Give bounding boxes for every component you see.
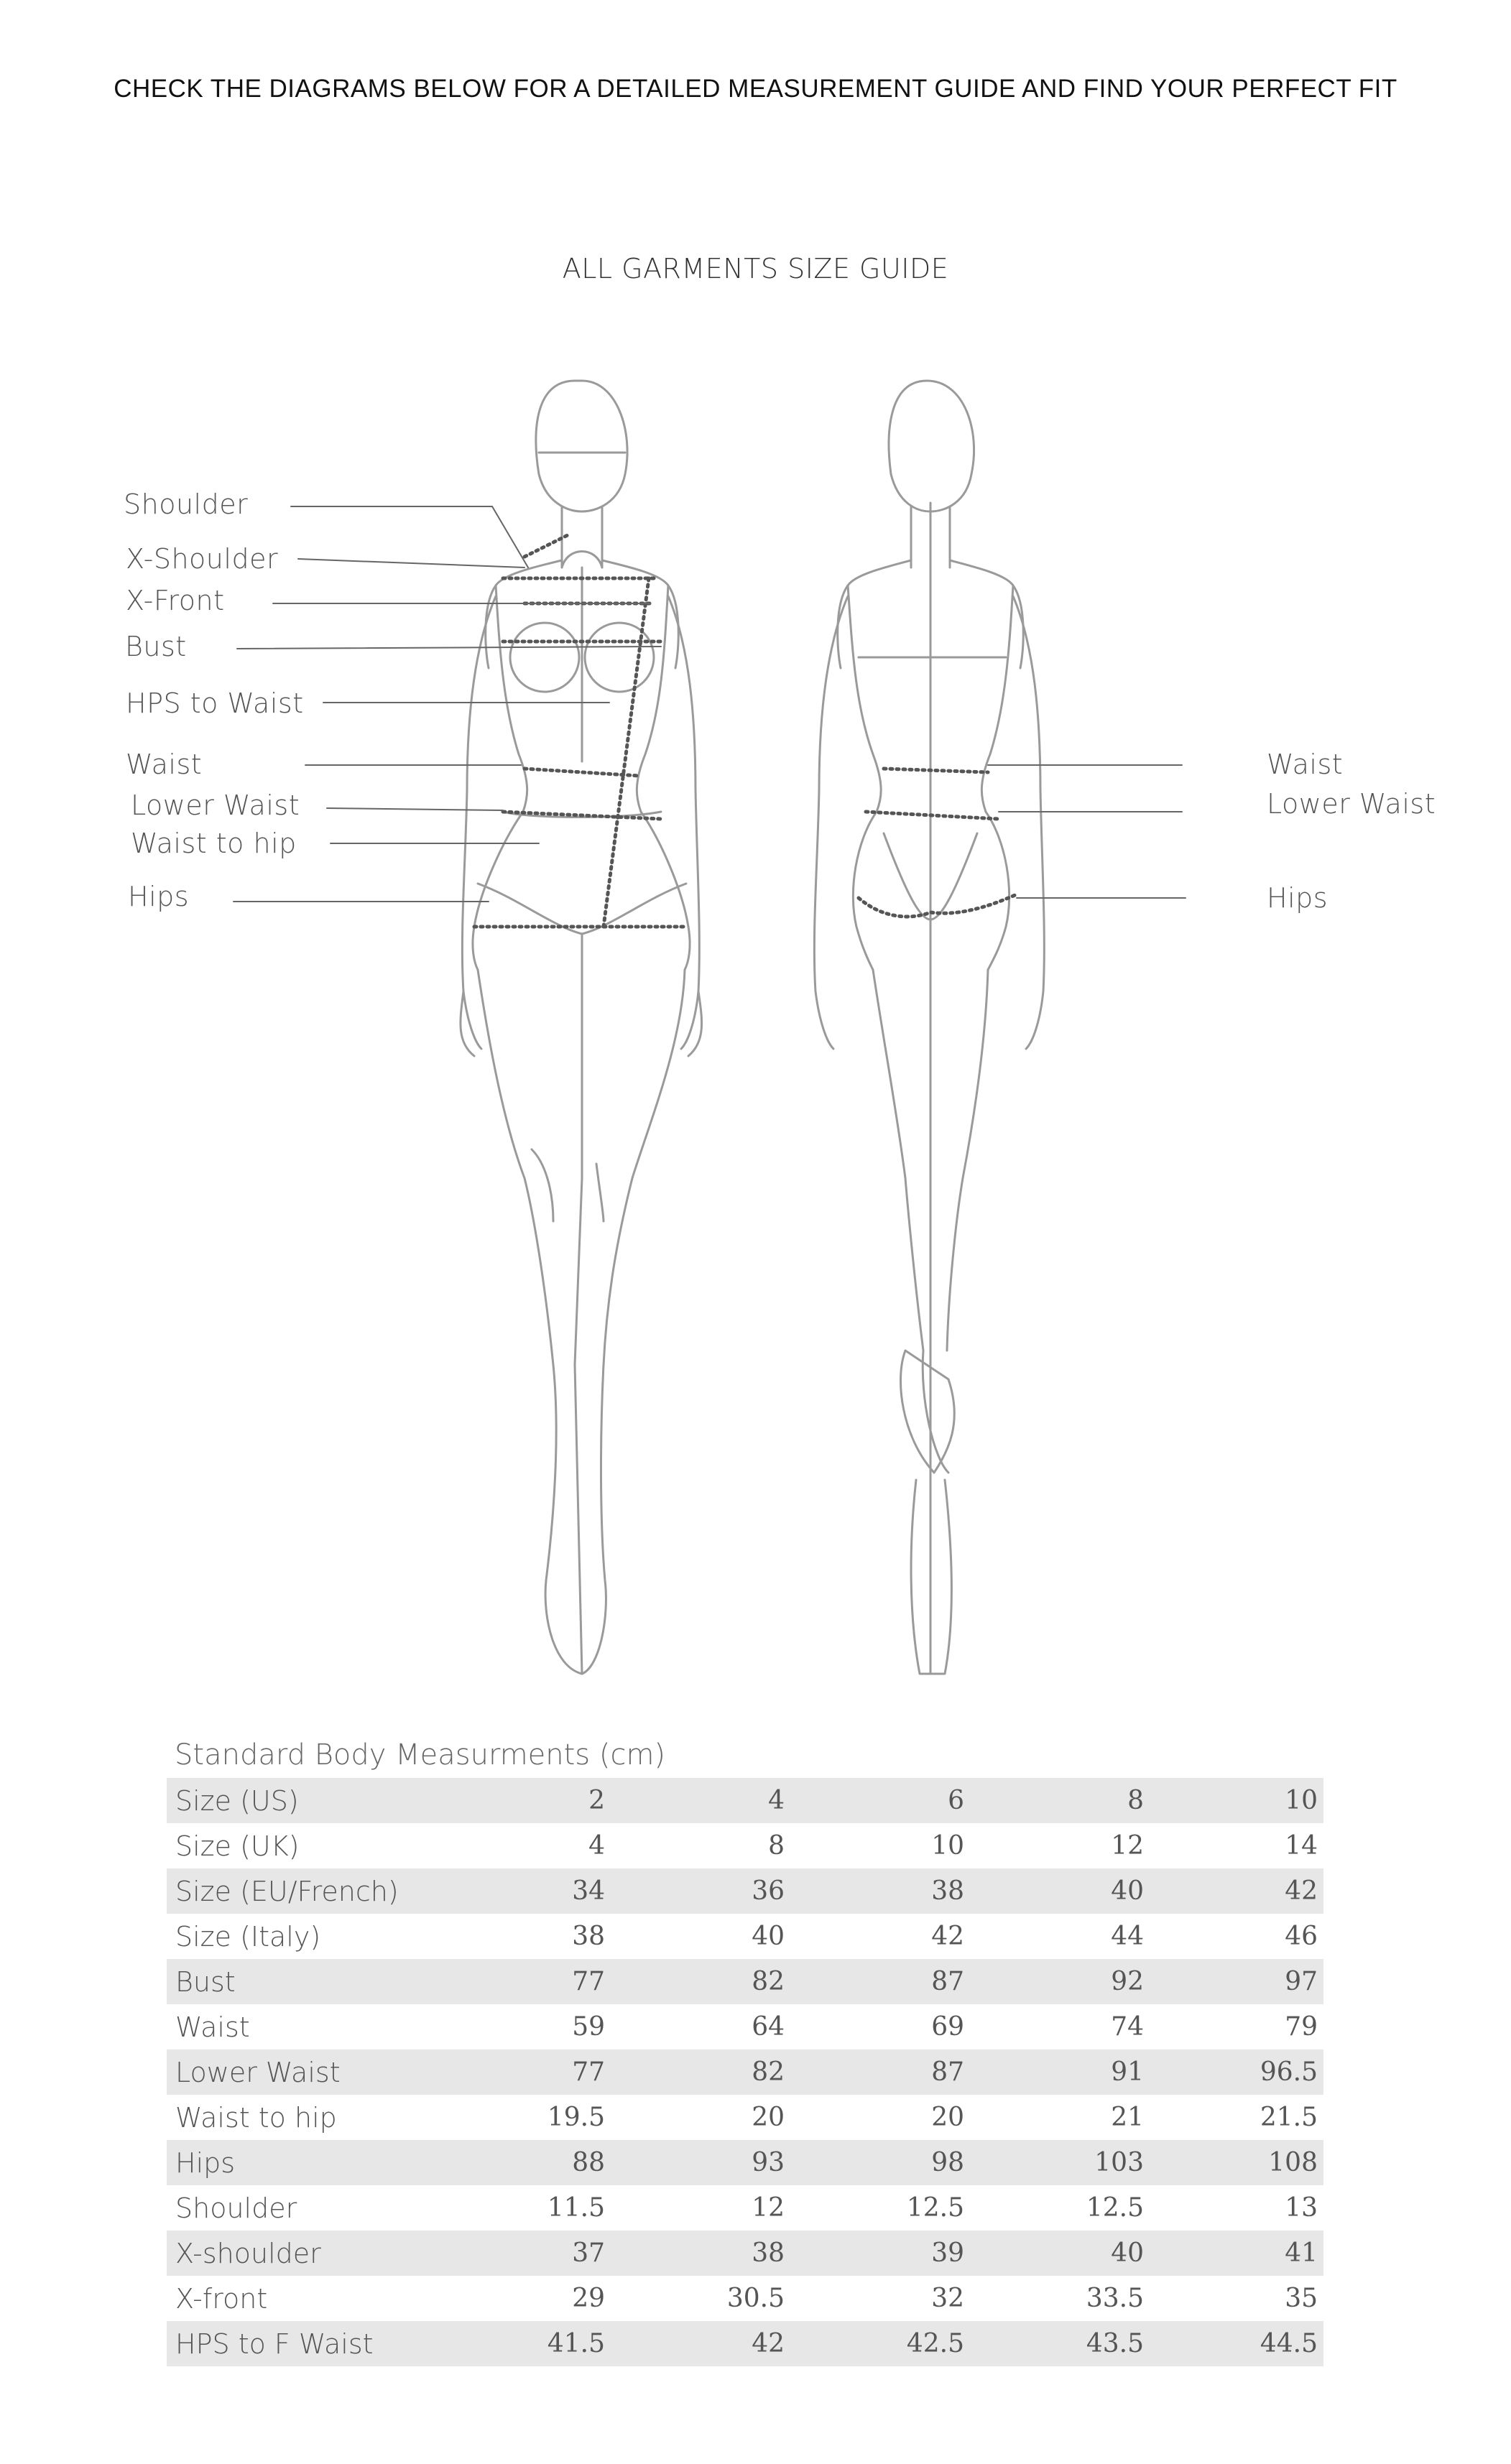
table-cell: 93: [752, 2148, 785, 2177]
table-cell: 8: [768, 1831, 785, 1861]
table-row: [167, 1778, 1323, 1823]
table-cell: 33.5: [1086, 2284, 1144, 2313]
table-cell: 14: [1285, 1831, 1318, 1861]
table-cell: 59: [572, 2012, 605, 2042]
table-row: [167, 2050, 1323, 2095]
row-label: Size (EU/French): [175, 1875, 399, 1907]
table-cell: 10: [931, 1831, 964, 1861]
table-cell: 88: [572, 2148, 605, 2177]
label-waist: Waist: [126, 749, 203, 780]
table-cell: 11.5: [547, 2193, 605, 2223]
label-x-shoulder: X-Shoulder: [126, 543, 279, 575]
table-cell: 8: [1127, 1786, 1144, 1815]
front-figure: [461, 381, 702, 1674]
row-label: Size (US): [175, 1784, 299, 1817]
table-cell: 69: [931, 2012, 964, 2042]
table-cell: 21.5: [1260, 2103, 1318, 2132]
table-row: [167, 2095, 1323, 2140]
page-headline: CHECK THE DIAGRAMS BELOW FOR A DETAILED MEASUREMENT GUIDE AND FIND YOUR PERFECT FIT: [114, 75, 1397, 103]
row-label: HPS to F Waist: [175, 2328, 374, 2360]
table-cell: 32: [931, 2284, 964, 2313]
table-cell: 12.5: [906, 2193, 964, 2223]
table-row: [167, 1914, 1323, 1959]
row-label: Shoulder: [175, 2192, 297, 2224]
label-bust: Bust: [125, 631, 187, 662]
table-cell: 30.5: [726, 2284, 785, 2313]
row-label: Size (UK): [175, 1830, 300, 1862]
table-cell: 74: [1111, 2012, 1144, 2042]
table-row: [167, 2276, 1323, 2321]
row-label: Bust: [175, 1965, 236, 1998]
table-row: [167, 2231, 1323, 2276]
table-cell: 40: [1111, 2238, 1144, 2268]
table-cell: 40: [1111, 1876, 1144, 1906]
table-cell: 40: [752, 1922, 785, 1951]
table-cell: 87: [931, 1967, 964, 1996]
table-cell: 21: [1111, 2103, 1144, 2132]
table-cell: 44: [1111, 1922, 1144, 1951]
measurement-table: [167, 1778, 1323, 2366]
table-row: [167, 1868, 1323, 1914]
row-label: X-shoulder: [175, 2237, 321, 2269]
table-cell: 96.5: [1260, 2057, 1318, 2087]
back-label-hips: Hips: [1267, 882, 1329, 914]
table-cell: 35: [1285, 2284, 1318, 2313]
table-cell: 39: [931, 2238, 964, 2268]
table-cell: 97: [1285, 1967, 1318, 1996]
table-cell: 44.5: [1260, 2329, 1318, 2358]
table-cell: 12.5: [1086, 2193, 1144, 2223]
row-label: Size (Italy): [175, 1920, 321, 1953]
label-hps-to-waist: HPS to Waist: [126, 687, 304, 719]
table-row: [167, 1959, 1323, 2004]
table-cell: 36: [752, 1876, 785, 1906]
table-cell: 38: [572, 1922, 605, 1951]
table-cell: 43.5: [1086, 2329, 1144, 2358]
table-cell: 2: [588, 1786, 605, 1815]
table-row: [167, 2004, 1323, 2050]
table-cell: 41: [1285, 2238, 1318, 2268]
table-cell: 46: [1285, 1922, 1318, 1951]
table-cell: 12: [752, 2193, 785, 2223]
table-cell: 10: [1285, 1786, 1318, 1815]
back-label-lower-waist: Lower Waist: [1267, 788, 1436, 820]
table-cell: 98: [931, 2148, 964, 2177]
back-figure: [814, 381, 1044, 1674]
row-label: Waist: [175, 2011, 250, 2043]
table-cell: 64: [752, 2012, 785, 2042]
row-label: X-front: [175, 2282, 268, 2315]
table-cell: 38: [931, 1876, 964, 1906]
table-cell: 29: [572, 2284, 605, 2313]
table-cell: 38: [752, 2238, 785, 2268]
table-cell: 41.5: [547, 2329, 605, 2358]
label-lower-waist: Lower Waist: [131, 789, 300, 821]
table-cell: 82: [752, 2057, 785, 2087]
label-hips: Hips: [128, 881, 190, 912]
table-cell: 19.5: [547, 2103, 605, 2132]
table-cell: 34: [572, 1876, 605, 1906]
table-cell: 12: [1111, 1831, 1144, 1861]
table-cell: 13: [1285, 2193, 1318, 2223]
back-measure-lines: [859, 769, 1017, 917]
table-cell: 108: [1268, 2148, 1318, 2177]
table-cell: 4: [768, 1786, 785, 1815]
size-guide-title: ALL GARMENTS SIZE GUIDE: [562, 253, 949, 284]
table-cell: 20: [752, 2103, 785, 2132]
front-measure-lines: [474, 535, 686, 927]
back-label-waist: Waist: [1267, 749, 1344, 780]
row-label: Waist to hip: [175, 2101, 337, 2134]
table-cell: 42: [1285, 1876, 1318, 1906]
table-cell: 6: [948, 1786, 964, 1815]
table-cell: 37: [572, 2238, 605, 2268]
table-cell: 92: [1111, 1967, 1144, 1996]
label-waist-to-hip: Waist to hip: [131, 828, 297, 859]
table-title: Standard Body Measurments (cm): [175, 1738, 666, 1771]
table-cell: 42.5: [906, 2329, 964, 2358]
back-leader-lines: [988, 765, 1186, 898]
table-row: [167, 2140, 1323, 2185]
table-cell: 103: [1094, 2148, 1144, 2177]
table-cell: 4: [588, 1831, 605, 1861]
table-cell: 91: [1111, 2057, 1144, 2087]
table-cell: 20: [931, 2103, 964, 2132]
table-cell: 77: [572, 2057, 605, 2087]
table-cell: 82: [752, 1967, 785, 1996]
table-cell: 87: [931, 2057, 964, 2087]
row-label: Lower Waist: [175, 2056, 341, 2088]
table-row: [167, 2321, 1323, 2366]
label-shoulder: Shoulder: [124, 488, 249, 520]
table-cell: 42: [931, 1922, 964, 1951]
table-cell: 79: [1285, 2012, 1318, 2042]
table-row: [167, 2185, 1323, 2231]
table-row: [167, 1823, 1323, 1868]
table-cell: 77: [572, 1967, 605, 1996]
row-label: Hips: [175, 2146, 236, 2179]
table-cell: 42: [752, 2329, 785, 2358]
label-x-front: X-Front: [126, 585, 225, 616]
